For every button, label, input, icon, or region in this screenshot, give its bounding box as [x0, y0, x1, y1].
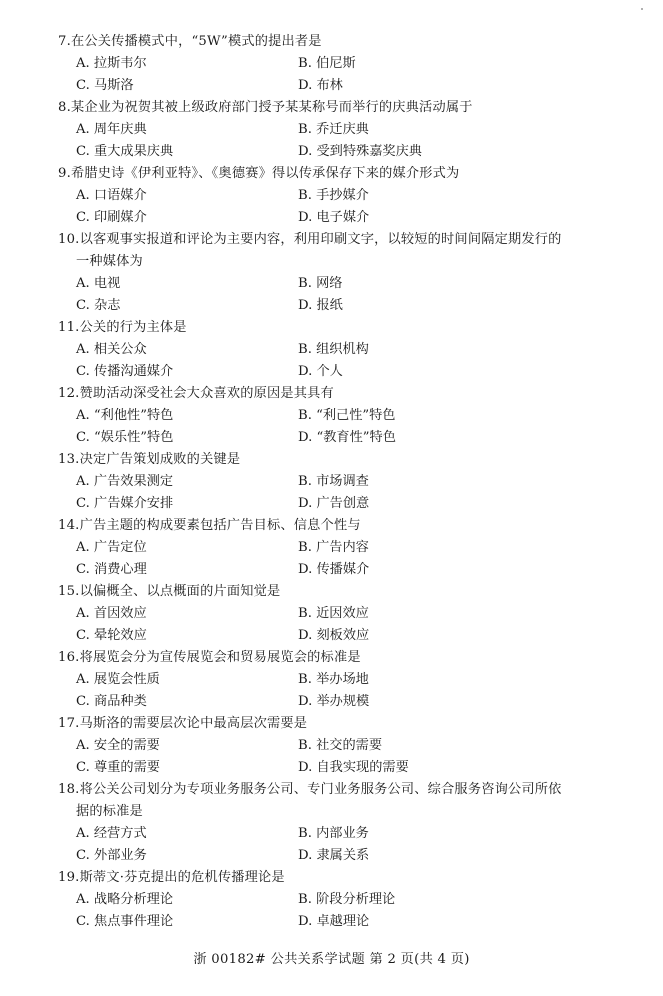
answer-option: D. 报纸 [298, 298, 343, 313]
answer-option: B. 网络 [298, 276, 343, 291]
answer-option: B. 社交的需要 [298, 738, 383, 753]
question-text: 将展览会分为宣传展览会和贸易展览会的标准是 [79, 650, 361, 665]
question-number: 19. [58, 870, 80, 885]
question-number: 13. [58, 452, 80, 467]
answer-option: B. 内部业务 [298, 826, 369, 841]
question-number: 7. [58, 34, 71, 49]
question-text: 公关的行为主体是 [79, 320, 187, 335]
answer-option: C. 杂志 [76, 298, 121, 313]
question-text: 将公关公司划分为专项业务服务公司、专门业务服务公司、综合服务咨询公司所依 [79, 782, 562, 797]
answer-option: D. 受到特殊嘉奖庆典 [298, 144, 422, 159]
question-number: 15. [58, 584, 80, 599]
answer-option: A. “利他性”特色 [76, 408, 174, 423]
question-item [58, 449, 618, 515]
question-item [58, 515, 618, 581]
question-text: 某企业为祝贺其被上级政府部门授予某某称号而举行的庆典活动属于 [70, 100, 473, 115]
question-number: 17. [58, 716, 80, 731]
question-text-continued: 一种媒体为 [76, 254, 143, 269]
answer-options [58, 735, 618, 779]
answer-option: A. 安全的需要 [76, 738, 160, 753]
question-stem [58, 713, 618, 735]
answer-option: B. 阶段分析理论 [298, 892, 396, 907]
answer-option: A. 电视 [76, 276, 121, 291]
answer-option: B. “利己性”特色 [298, 408, 396, 423]
question-text: 以客观事实报道和评论为主要内容，利用印刷文字，以较短的时间间隔定期发行的 [79, 232, 562, 247]
answer-option: D. 广告创意 [298, 496, 370, 511]
scan-speck [641, 8, 643, 10]
question-item [58, 779, 618, 867]
answer-option: B. 乔迁庆典 [298, 122, 369, 137]
question-item [58, 97, 618, 163]
answer-options [58, 273, 618, 317]
answer-options [58, 53, 618, 97]
question-number: 9. [58, 166, 71, 181]
question-item [58, 581, 618, 647]
question-number: 16. [58, 650, 80, 665]
question-item [58, 163, 618, 229]
answer-option: C. “娱乐性”特色 [76, 430, 174, 445]
answer-options [58, 471, 618, 515]
question-item [58, 229, 618, 317]
question-number: 10. [58, 232, 80, 247]
question-text: 希腊史诗《伊利亚特》、《奥德赛》得以传承保存下来的媒介形式为 [70, 166, 460, 181]
answer-option: D. 个人 [298, 364, 343, 379]
answer-options [58, 537, 618, 581]
answer-option: D. 刻板效应 [298, 628, 370, 643]
question-item [58, 317, 618, 383]
answer-option: C. 马斯洛 [76, 78, 134, 93]
answer-option: D. 隶属关系 [298, 848, 370, 863]
question-stem [58, 647, 618, 669]
answer-option: A. 战略分析理论 [76, 892, 174, 907]
answer-option: B. 组织机构 [298, 342, 369, 357]
answer-option: A. 展览会性质 [76, 672, 160, 687]
question-number: 11. [58, 320, 80, 335]
question-item [58, 383, 618, 449]
question-stem [58, 867, 618, 889]
answer-option: A. 首因效应 [76, 606, 147, 621]
answer-option: D. 电子媒介 [298, 210, 370, 225]
answer-option: D. “教育性”特色 [298, 430, 396, 445]
answer-option: C. 焦点事件理论 [76, 914, 174, 929]
question-stem [58, 31, 618, 53]
answer-option: B. 市场调查 [298, 474, 369, 489]
answer-option: C. 印刷媒介 [76, 210, 147, 225]
answer-option: C. 传播沟通媒介 [76, 364, 174, 379]
answer-option: B. 近因效应 [298, 606, 369, 621]
answer-option: C. 商品种类 [76, 694, 147, 709]
answer-option: C. 晕轮效应 [76, 628, 147, 643]
question-text: 赞助活动深受社会大众喜欢的原因是其具有 [79, 386, 334, 401]
question-stem [58, 97, 618, 119]
answer-option: A. 经营方式 [76, 826, 147, 841]
answer-option: A. 相关公众 [76, 342, 147, 357]
answer-option: A. 拉斯韦尔 [76, 56, 147, 71]
question-stem [58, 317, 618, 339]
question-text: 以偏概全、以点概面的片面知觉是 [79, 584, 281, 599]
question-stem [58, 383, 618, 405]
question-stem [58, 163, 618, 185]
question-number: 14. [58, 518, 80, 533]
answer-option: C. 外部业务 [76, 848, 147, 863]
answer-options [58, 603, 618, 647]
question-number: 12. [58, 386, 80, 401]
answer-options [58, 823, 618, 867]
question-number: 18. [58, 782, 80, 797]
question-list [58, 31, 618, 933]
question-stem [58, 515, 618, 537]
answer-option: B. 广告内容 [298, 540, 369, 555]
answer-option: A. 周年庆典 [76, 122, 147, 137]
answer-option: C. 重大成果庆典 [76, 144, 174, 159]
answer-option: D. 举办规模 [298, 694, 370, 709]
question-number: 8. [58, 100, 71, 115]
answer-option: D. 传播媒介 [298, 562, 370, 577]
answer-option: D. 布林 [298, 78, 343, 93]
question-stem [58, 779, 618, 823]
question-stem [58, 449, 618, 471]
answer-options [58, 889, 618, 933]
question-item [58, 713, 618, 779]
question-text: 决定广告策划成败的关键是 [79, 452, 241, 467]
answer-option: D. 自我实现的需要 [298, 760, 409, 775]
answer-options [58, 669, 618, 713]
answer-option: C. 广告媒介安排 [76, 496, 174, 511]
question-text: 广告主题的构成要素包括广告目标、信息个性与 [79, 518, 361, 533]
answer-options [58, 119, 618, 163]
answer-option: D. 卓越理论 [298, 914, 370, 929]
question-item [58, 647, 618, 713]
answer-option: C. 尊重的需要 [76, 760, 160, 775]
answer-option: B. 举办场地 [298, 672, 369, 687]
answer-option: B. 手抄媒介 [298, 188, 369, 203]
answer-option: B. 伯尼斯 [298, 56, 356, 71]
answer-option: A. 广告效果测定 [76, 474, 174, 489]
question-text-continued: 据的标准是 [76, 804, 143, 819]
answer-options [58, 405, 618, 449]
question-text: 斯蒂文·芬克提出的危机传播理论是 [79, 870, 285, 885]
answer-option: A. 口语媒介 [76, 188, 147, 203]
answer-options [58, 339, 618, 383]
answer-option: C. 消费心理 [76, 562, 147, 577]
question-item [58, 31, 618, 97]
question-stem [58, 581, 618, 603]
question-text: 马斯洛的需要层次论中最高层次需要是 [79, 716, 308, 731]
question-stem [58, 229, 618, 273]
question-text: 在公关传播模式中，“5W”模式的提出者是 [70, 34, 322, 49]
page-footer: 浙 00182# 公共关系学试题 第 2 页(共 4 页) [193, 952, 470, 967]
answer-options [58, 185, 618, 229]
question-item [58, 867, 618, 933]
answer-option: A. 广告定位 [76, 540, 147, 555]
